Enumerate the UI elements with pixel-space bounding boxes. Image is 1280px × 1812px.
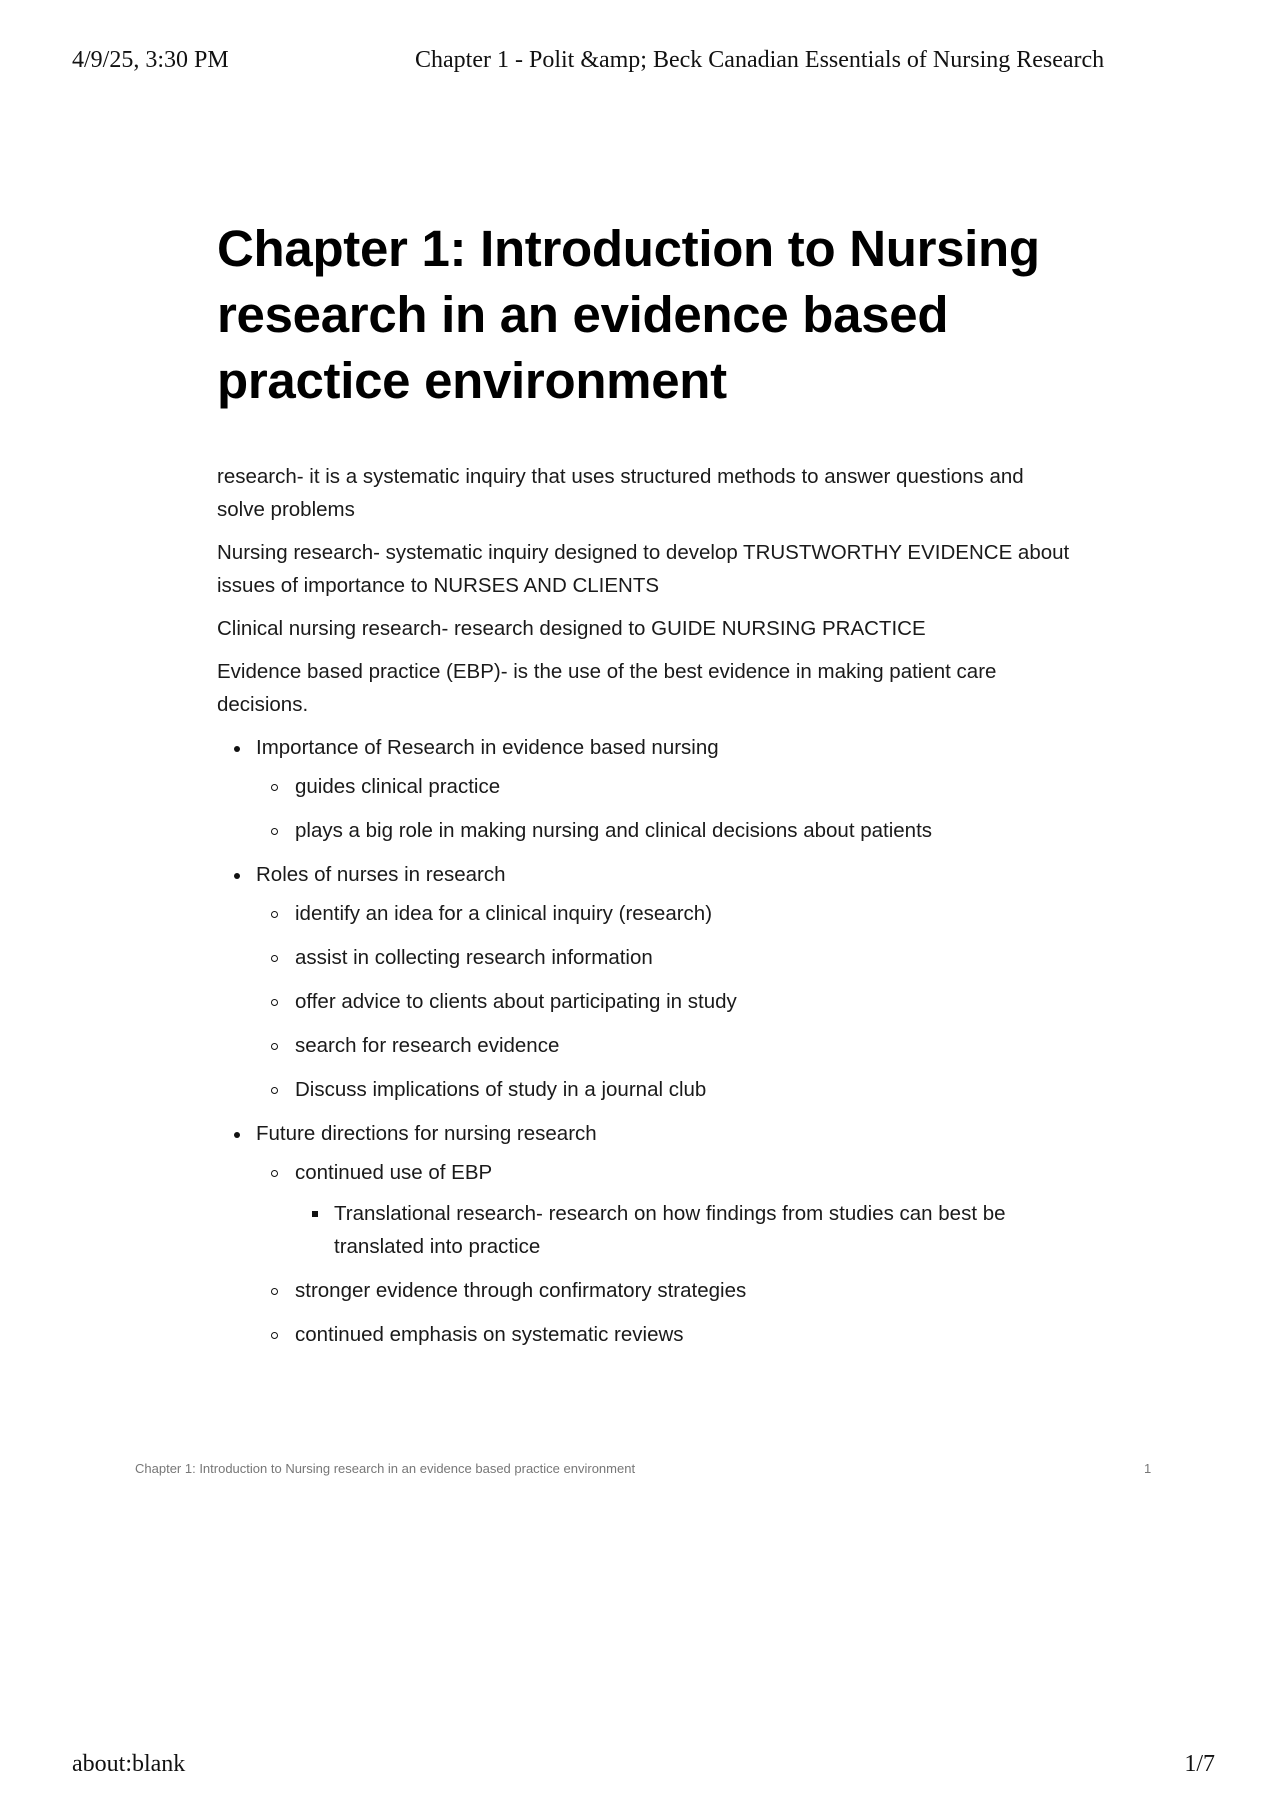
print-header-date: 4/9/25, 3:30 PM: [72, 47, 229, 73]
sub-list-item: identify an idea for a clinical inquiry (research): [256, 897, 1077, 930]
sub-list-item: guides clinical practice: [256, 770, 1077, 803]
sub-list-item: Discuss implications of study in a journal club: [256, 1073, 1077, 1106]
list-item-label: Importance of Research in evidence based nursing: [256, 736, 719, 759]
sub-sub-list-item: Translational research- research on how findings from studies can best be translated into practice: [295, 1197, 1077, 1263]
definition-research: research- it is a systematic inquiry that uses structured methods to answer questions and solve problems: [217, 465, 1024, 521]
list-item-label: Roles of nurses in research: [256, 863, 506, 886]
sub-list-item: assist in collecting research information: [256, 941, 1077, 974]
document-body: [217, 216, 1077, 1362]
sub-list-item: search for research evidence: [256, 1029, 1077, 1062]
definition-ebp: Evidence based practice (EBP)- is the use of the best evidence in making patient care decisions.: [217, 660, 997, 716]
list-item: [217, 858, 1077, 1106]
page-title: Chapter 1: Introduction to Nursing research in an evidence based practice environment: [217, 220, 1040, 409]
print-footer-url: about:blank: [72, 1751, 186, 1777]
page-footer-title: Chapter 1: Introduction to Nursing research in an evidence based practice environment: [135, 1461, 636, 1476]
sub-list-item: continued emphasis on systematic reviews: [256, 1318, 1077, 1351]
sub-list-item: offer advice to clients about participating in study: [256, 985, 1077, 1018]
page-footer-number: 1: [1144, 1461, 1152, 1476]
sub-sub-list: [295, 1197, 1077, 1263]
sub-list: [256, 770, 1077, 847]
print-header-title: Chapter 1 - Polit &amp; Beck Canadian Essentials of Nursing Research: [415, 47, 1105, 73]
definition-clinical-nursing-research: Clinical nursing research- research designed to GUIDE NURSING PRACTICE: [217, 617, 926, 640]
sub-list-item: plays a big role in making nursing and clinical decisions about patients: [256, 814, 1077, 847]
sub-list-item: stronger evidence through confirmatory strategies: [256, 1274, 1077, 1307]
sub-list: [256, 1156, 1077, 1351]
sub-list-item-label: continued use of EBP: [295, 1161, 493, 1184]
definition-nursing-research: Nursing research- systematic inquiry designed to develop TRUSTWORTHY EVIDENCE about issues of importance to NURSES AND CLIENTS: [217, 541, 1070, 597]
print-footer-page: 1/7: [1184, 1751, 1215, 1777]
bullet-list: [217, 731, 1077, 1351]
sub-list: [256, 897, 1077, 1106]
list-item: [217, 731, 1077, 847]
sub-list-item: [256, 1156, 1077, 1263]
list-item: [217, 1117, 1077, 1351]
list-item-label: Future directions for nursing research: [256, 1122, 597, 1145]
